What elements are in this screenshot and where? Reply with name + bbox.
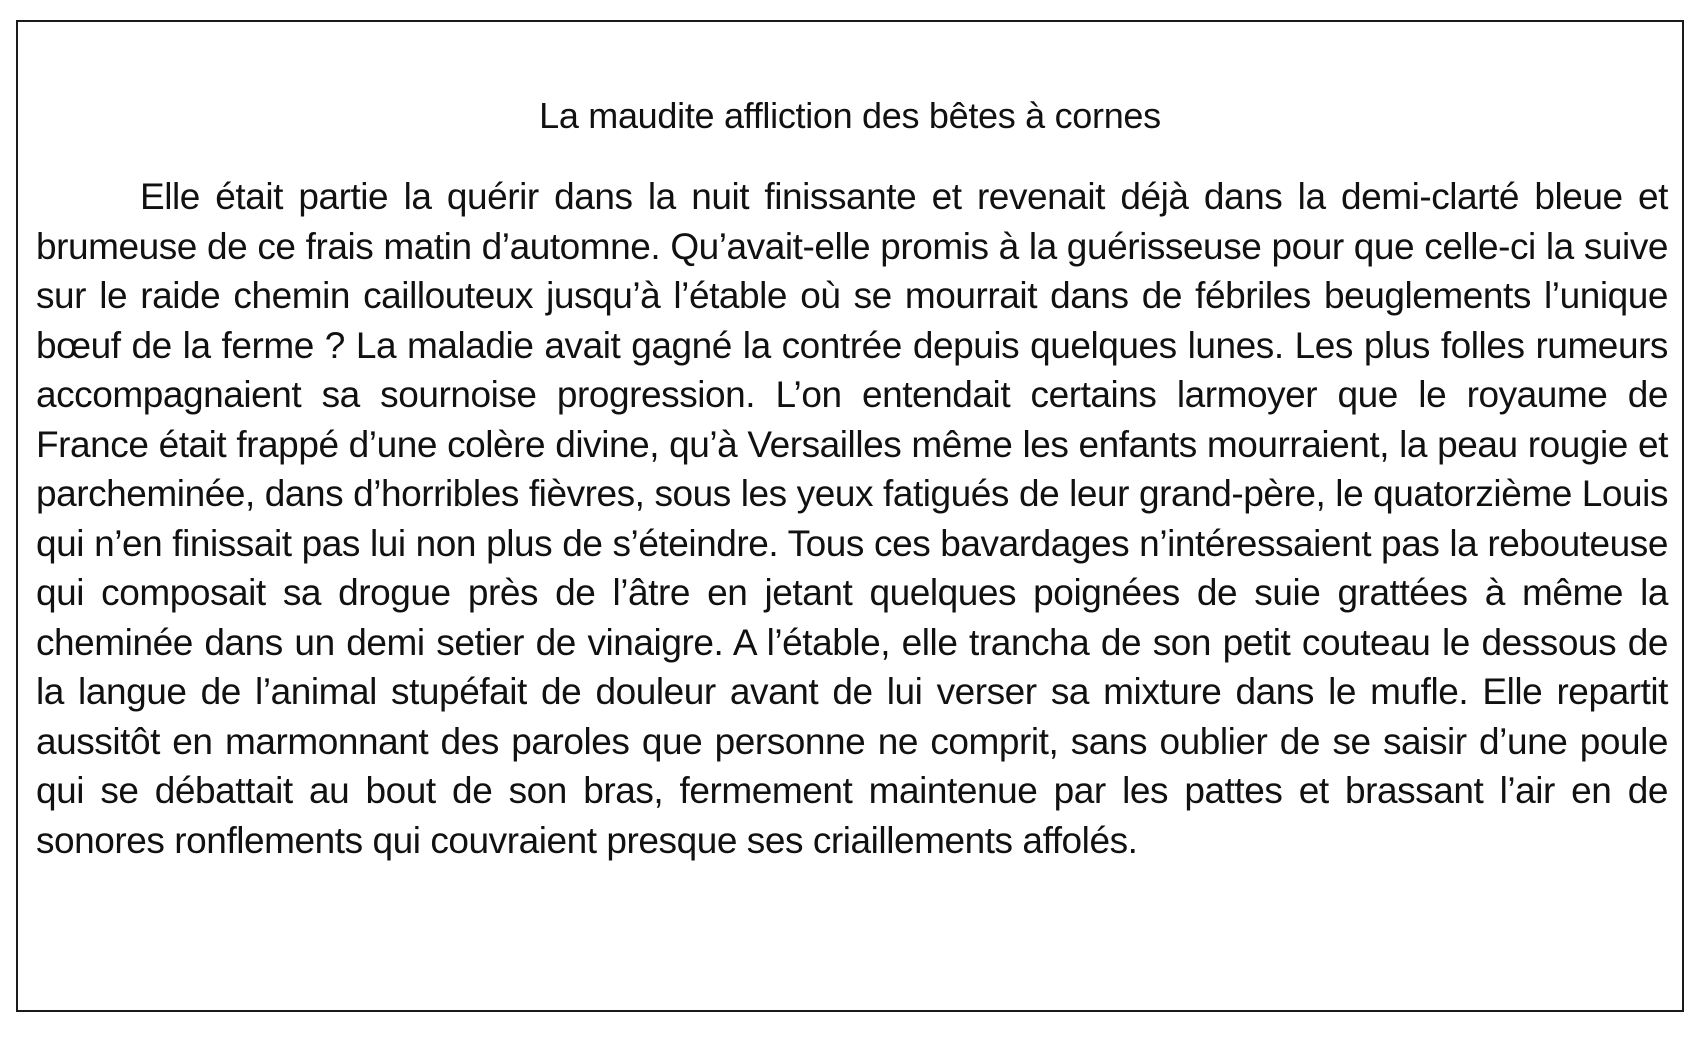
text-box-frame [16, 20, 1684, 1012]
body-paragraph: Elle était partie la quérir dans la nuit finissante et revenait déjà dans la demi-clarté bleue et brumeuse de ce frais matin d’automne. Qu’avait-elle promis à la guérisseuse pour que celle-ci la suive sur le raide chemin caillouteux jusqu’à l’étable où se mourrait dans de fébriles beuglements l’unique bœuf de la ferme ? La maladie avait gagné la contrée depuis quelques lunes. Les plus folles rumeurs accompagnaient sa sournoise progression. L’on entendait certains larmoyer que le royaume de France était frappé d’une colère divine, qu’à Versailles même les enfants mourraient, la peau rougie et parcheminée, dans d’horribles fièvres, sous les yeux fatigués de leur grand-père, le quatorzième Louis qui n’en finissait pas lui non plus de s’éteindre. Tous ces bavardages n’intéressaient pas la rebouteuse qui composait sa drogue près de l’âtre en jetant quelques poignées de suie grattées à même la cheminée dans un demi setier de vinaigre. A l’étable, elle trancha de son petit couteau le dessous de la langue de l’animal stupéfait de douleur avant de lui verser sa mixture dans le mufle. Elle repartit aussitôt en marmonnant des paroles que personne ne comprit, sans oublier de se saisir d’une poule qui se débattait au bout de son bras, fermement maintenue par les pattes et brassant l’air en de sonores ronflements qui couvraient presque ses criaillements affolés. [36, 176, 1668, 861]
document-title: La maudite affliction des bêtes à cornes [539, 95, 1161, 136]
